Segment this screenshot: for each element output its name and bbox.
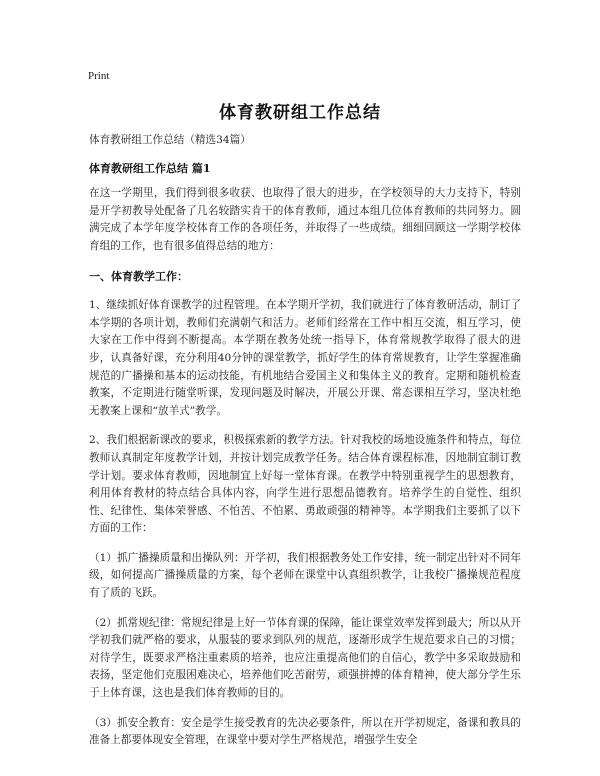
document-body xyxy=(89,132,521,762)
paragraph-5: （3）抓安全教育：安全是学生接受教育的先决必要条件，所以在开学初规定，备课和教具的准备上都要体现安全管理，在课堂中要对学生严格规范，增强学生安全 xyxy=(89,716,521,747)
paragraph-1: 1、继续抓好体育课教学的过程管理。在本学期开学初，我们就进行了体育教研活动，制订了本学期的各项计划，教师们充满朝气和活力。老师们经常在工作中相互交流，相互学习，使大家在工作中得到不断提高。本学期在教务处统一指导下，体育常规教学取得了很大的进步，认真备好课，充分利用40分钟的课堂教学，抓好学生的体育常规教育，让学生掌握准确规范的广播操和基本的运动技能，有机地结合爱国主义和集体主义的教育。定期和随机检查教案，不定期进行随堂听课，发现问题及时解决，开展公开课、常态课相互学习，坚决杜绝无教案上课和“放羊式”教学。 xyxy=(89,299,521,417)
paragraph-4: （2）抓常规纪律：常规纪律是上好一节体育课的保障，能让课堂效率发挥到最大；所以从开学初我们就严格的要求，从服装的要求到队列的规范，逐渐形成学生规范要求自己的习惯；对待学生，既要求严格注重素质的培养，也应注重提高他们的自信心，教学中多采取鼓励和表扬，坚定他们克服困难决心，培养他们吃苦耐劳，顽强拼搏的体育精神，使大部分学生乐于上体育课，这也是我们体育教师的目的。 xyxy=(89,616,521,700)
print-label[interactable]: Print xyxy=(88,70,110,82)
document-title: 体育教研组工作总结 xyxy=(219,103,381,123)
heading-teaching-work: 一、体育教学工作： xyxy=(89,269,188,283)
paragraph-3: （1）抓广播操质量和出操队列：开学初，我们根据教务处工作安排，统一制定出针对不同年级，如何提高广播操质量的方案，每个老师在课堂中认真组织教学，让我校广播操规范程度有了质的飞跃。 xyxy=(89,551,521,600)
intro-paragraph: 在这一学期里，我们得到很多收获、也取得了很大的进步，在学校领导的大力支持下，特别是开学初教导处配备了几名较踏实肯干的体育教师，通过本组几位体育教师的共同努力。圆满完成了本学年度学校体育工作的各项任务，并取得了一些成绩。细细回顾这一学期学校体育组的工作，也有很多值得总结的地方： xyxy=(89,187,521,252)
document-subtitle: 体育教研组工作总结（精选34篇） xyxy=(89,134,251,146)
paragraph-2: 2、我们根据新课改的要求，积极探索新的教学方法。针对我校的场地设施条件和特点，每位教师认真制定年度教学计划，并按计划完成教学任务。结合体育课程标准，因地制宜制订教学计划。要求体育教师，因地制宜上好每一堂体育课。在教学中特别重视学生的思想教育，利用体育教材的特点结合具体内容，向学生进行思想品德教育。培养学生的自觉性、组织性、纪律性、集体荣誉感、不怕苦、不怕累、勇敢顽强的精神等。本学期我们主要抓了以下方面的工作： xyxy=(89,434,521,535)
section-title: 体育教研组工作总结 篇1 xyxy=(89,161,211,175)
